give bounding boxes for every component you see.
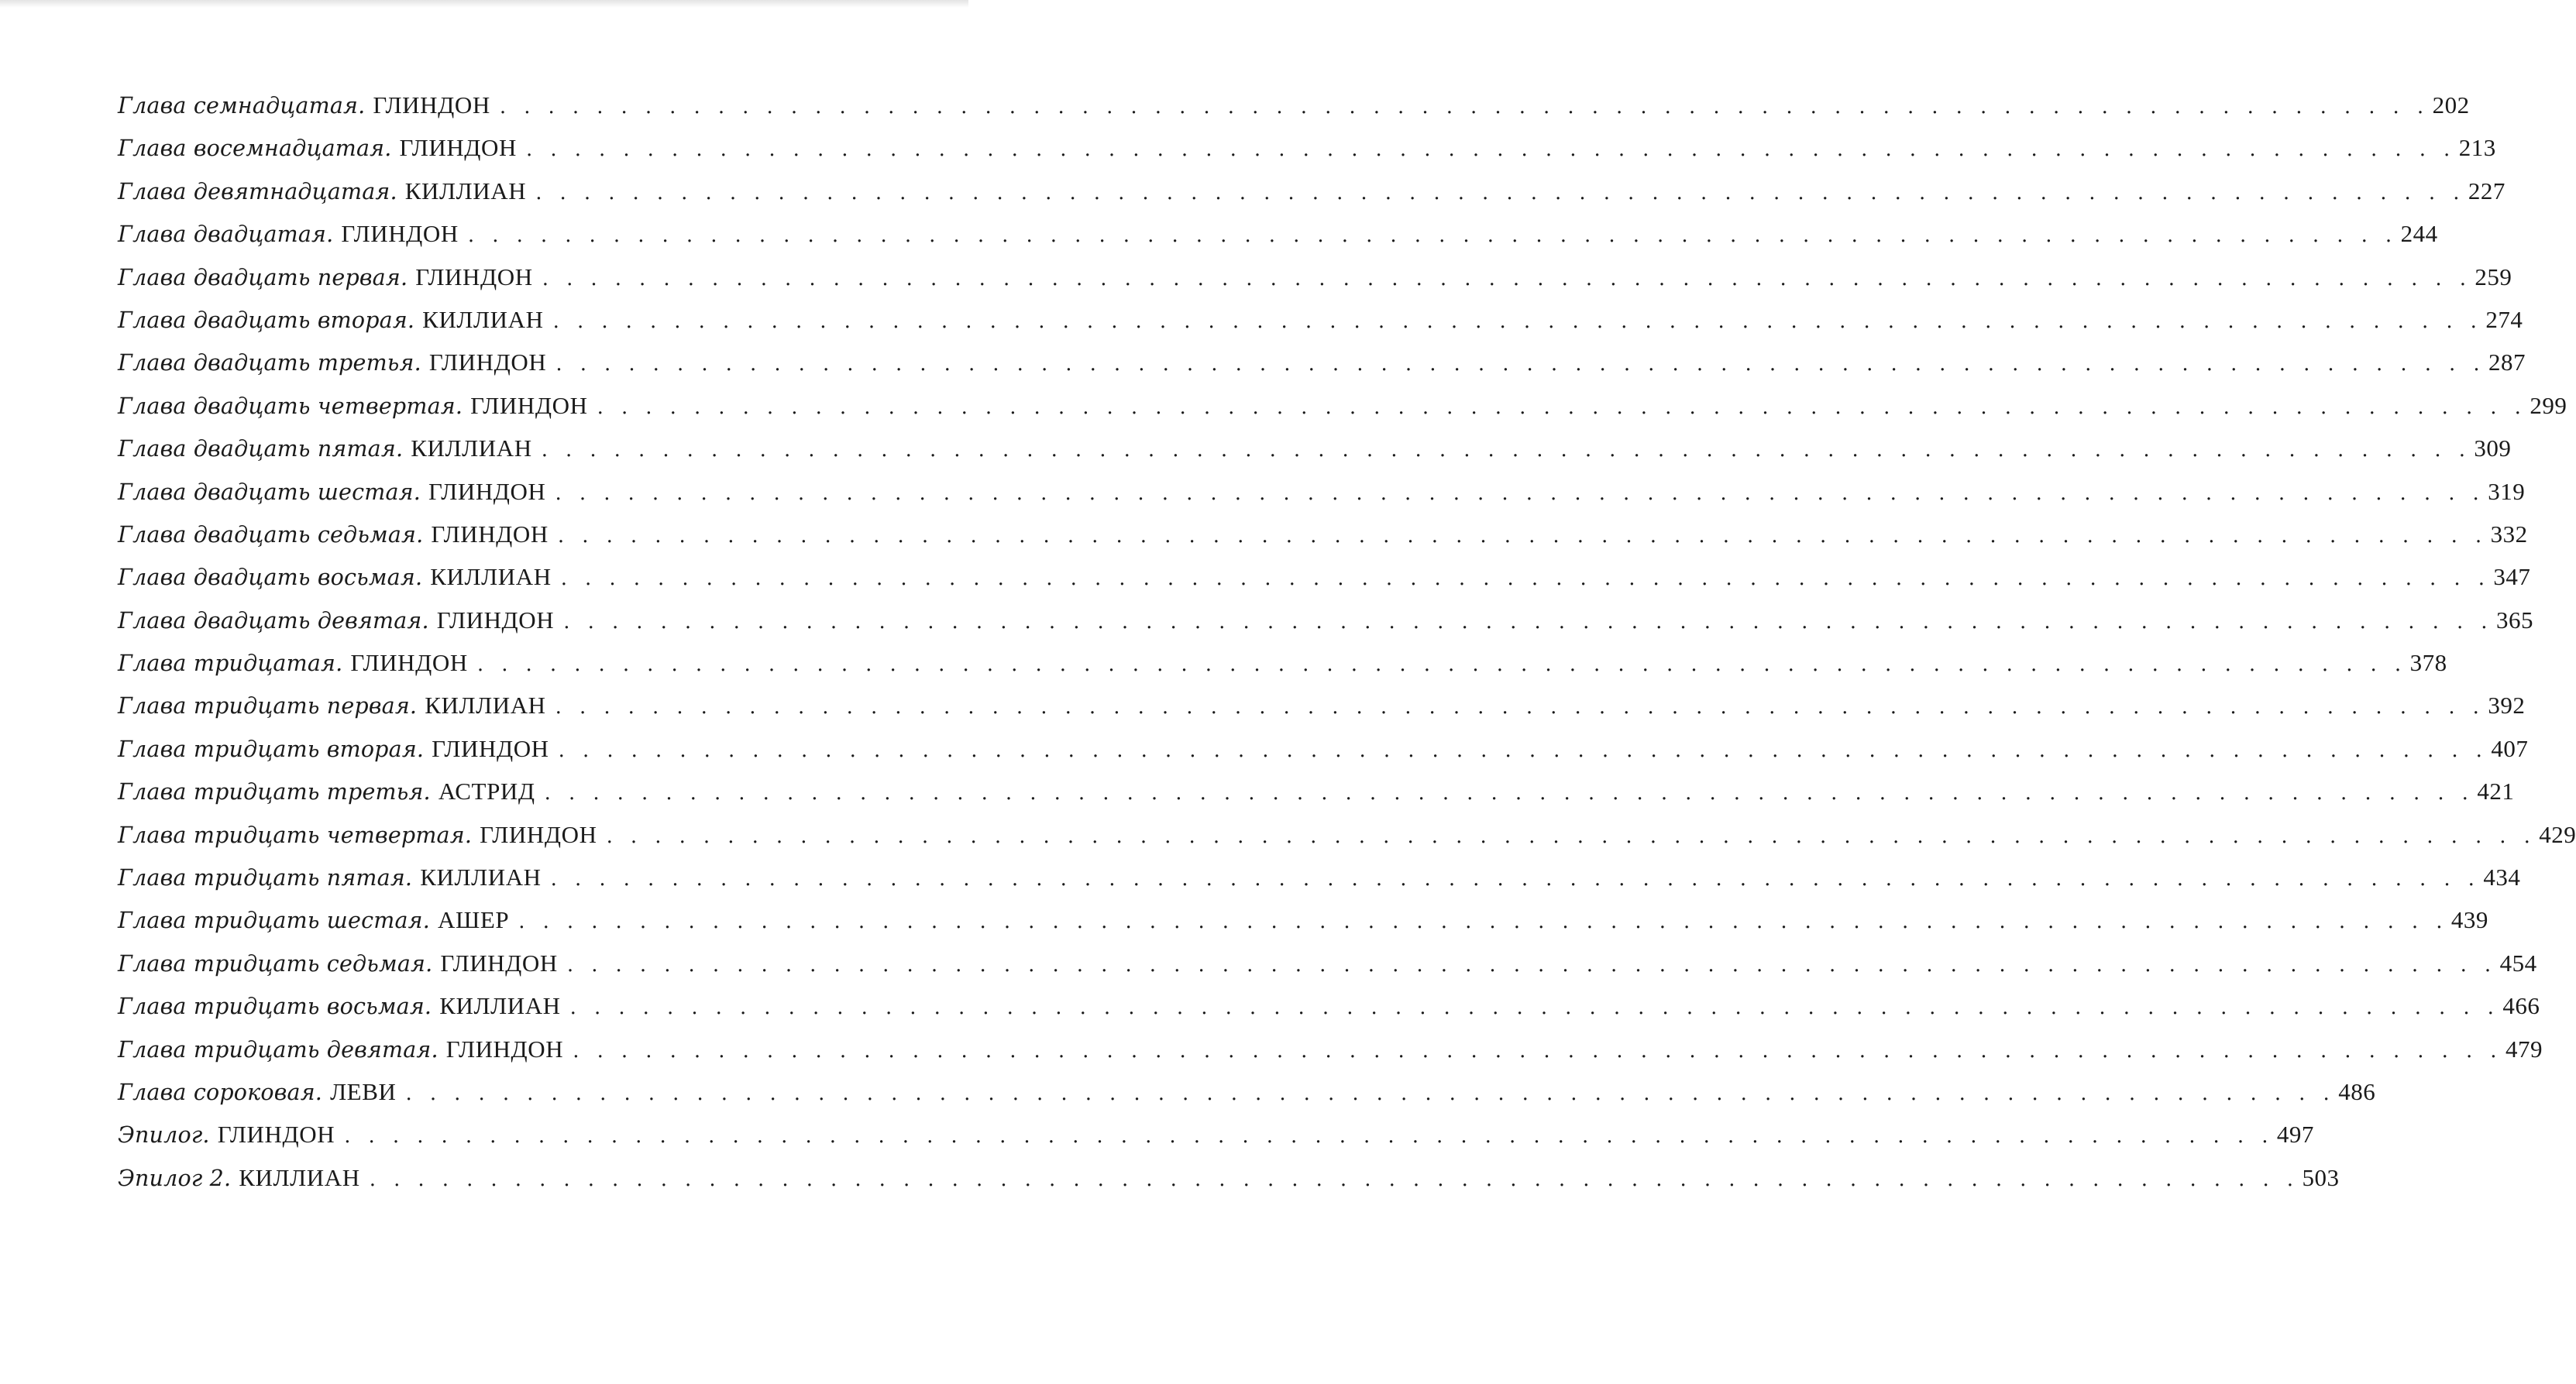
- page-number: 486: [2338, 1077, 2376, 1105]
- narrator-name: ГЛИНДОН: [373, 91, 490, 118]
- narrator-name: КИЛЛИАН: [425, 692, 546, 719]
- page-number: 439: [2450, 906, 2488, 934]
- dot-leader: . . . . . . . . . . . . . . . . . . . . . . . . . . . . . . . . . . . . . . . . . . . . . . . . . . . . . . . . . . . . . . . . . . . . . . . . . . . . . . . .: [405, 1081, 2336, 1105]
- dot-leader: . . . . . . . . . . . . . . . . . . . . . . . . . . . . . . . . . . . . . . . . . . . . . . . . . . . . . . . . . . . . . . . . . . . . . . . . . . . . . . . .: [555, 352, 2486, 376]
- toc-entry: [118, 305, 2523, 349]
- narrator-name: АШЕР: [437, 906, 510, 934]
- toc-entry: [118, 134, 2496, 177]
- toc-entry: [118, 220, 2438, 263]
- dot-leader: . . . . . . . . . . . . . . . . . . . . . . . . . . . . . . . . . . . . . . . . . . . . . . . . . . . . . . . . . . . . . . . . . . . . . . . . . . . . . . . .: [560, 567, 2491, 591]
- dot-leader: . . . . . . . . . . . . . . . . . . . . . . . . . . . . . . . . . . . . . . . . . . . . . . . . . . . . . . . . . . . . . . . . . . . . . . . . . . . . . . . .: [518, 910, 2448, 934]
- narrator-name: ГЛИНДОН: [217, 1121, 335, 1149]
- chapter-title: Глава тридцатая.: [118, 651, 343, 677]
- page-number: 497: [2276, 1121, 2314, 1149]
- chapter-title: Глава тридцать первая.: [118, 693, 418, 719]
- dot-leader: . . . . . . . . . . . . . . . . . . . . . . . . . . . . . . . . . . . . . . . . . . . . . . . . . . . . . . . . . . . . . . . . . . . . . . . . . . . . . . . .: [555, 481, 2485, 505]
- narrator-name: ГЛИНДОН: [415, 263, 533, 290]
- toc-entry: [118, 992, 2540, 1035]
- dot-leader: . . . . . . . . . . . . . . . . . . . . . . . . . . . . . . . . . . . . . . . . . . . . . . . . . . . . . . . . . . . . . . . . . . . . . . . . . . . . . . . .: [555, 695, 2485, 719]
- narrator-name: ГЛИНДОН: [432, 734, 549, 762]
- narrator-name: ГЛИНДОН: [440, 949, 558, 977]
- page-number: 434: [2483, 864, 2521, 891]
- chapter-title: Эпилог 2.: [118, 1165, 232, 1191]
- toc-entry: [118, 1077, 2376, 1121]
- chapter-title: Глава тридцать пятая.: [118, 865, 413, 891]
- toc-entry: [118, 820, 2576, 864]
- toc-entry: [118, 606, 2533, 649]
- page-number: 287: [2488, 349, 2526, 376]
- narrator-name: ГЛИНДОН: [436, 606, 555, 634]
- narrator-name: ГЛИНДОН: [428, 349, 547, 376]
- page-number: 365: [2495, 606, 2533, 634]
- toc-entry: [118, 434, 2512, 477]
- page-number: 466: [2502, 992, 2540, 1020]
- narrator-name: ГЛИНДОН: [480, 820, 597, 848]
- chapter-title: Глава семнадцатая.: [118, 93, 366, 118]
- dot-leader: . . . . . . . . . . . . . . . . . . . . . . . . . . . . . . . . . . . . . . . . . . . . . . . . . . . . . . . . . . . . . . . . . . . . . . . . . . . . . . . .: [535, 180, 2465, 204]
- dot-leader: . . . . . . . . . . . . . . . . . . . . . . . . . . . . . . . . . . . . . . . . . . . . . . . . . . . . . . . . . . . . . . . . . . . . . . . . . . . . . . . .: [563, 610, 2493, 634]
- narrator-name: ГЛИНДОН: [428, 477, 546, 505]
- page-number: 429: [2539, 820, 2576, 848]
- toc-entry: [118, 649, 2447, 692]
- page-number: 407: [2491, 734, 2529, 762]
- dot-leader: . . . . . . . . . . . . . . . . . . . . . . . . . . . . . . . . . . . . . . . . . . . . . . . . . . . . . . . . . . . . . . . . . . . . . . . . . . . . . . . .: [606, 824, 2536, 848]
- page-number: 309: [2474, 434, 2512, 462]
- dot-leader: . . . . . . . . . . . . . . . . . . . . . . . . . . . . . . . . . . . . . . . . . . . . . . . . . . . . . . . . . . . . . . . . . . . . . . . . . . . . . . . .: [573, 1039, 2502, 1063]
- page-number: 213: [2458, 134, 2496, 162]
- chapter-title: Глава тридцать восьмая.: [118, 994, 432, 1020]
- dot-leader: . . . . . . . . . . . . . . . . . . . . . . . . . . . . . . . . . . . . . . . . . . . . . . . . . . . . . . . . . . . . . . . . . . . . . . . . . . . . . . . .: [542, 266, 2472, 290]
- chapter-title: Глава двадцать седьмая.: [118, 521, 424, 548]
- narrator-name: ЛЕВИ: [330, 1077, 397, 1105]
- dot-leader: . . . . . . . . . . . . . . . . . . . . . . . . . . . . . . . . . . . . . . . . . . . . . . . . . . . . . . . . . . . . . . . . . . . . . . . . . . . . . . . .: [544, 781, 2475, 805]
- page-number: 319: [2488, 477, 2526, 505]
- page-number: 227: [2468, 177, 2505, 204]
- narrator-name: АСТРИД: [438, 778, 535, 805]
- page-number: 299: [2530, 391, 2567, 419]
- chapter-title: Глава двадцать пятая.: [118, 436, 404, 462]
- chapter-title: Глава тридцать седьмая.: [118, 950, 433, 977]
- narrator-name: КИЛЛИАН: [404, 177, 527, 204]
- narrator-name: КИЛЛИАН: [411, 434, 532, 462]
- page-number: 392: [2488, 692, 2526, 719]
- dot-leader: . . . . . . . . . . . . . . . . . . . . . . . . . . . . . . . . . . . . . . . . . . . . . . . . . . . . . . . . . . . . . . . . . . . . . . . . . . . . . . . .: [344, 1125, 2274, 1149]
- toc-entry: [118, 692, 2526, 734]
- page-number: 347: [2493, 563, 2531, 591]
- toc-entry: [118, 349, 2526, 391]
- page-number: 259: [2475, 263, 2512, 290]
- narrator-name: ГЛИНДОН: [445, 1035, 564, 1063]
- narrator-name: ГЛИНДОН: [470, 391, 588, 419]
- toc-entry: [118, 177, 2505, 220]
- narrator-name: ГЛИНДОН: [350, 649, 468, 677]
- toc-entry: [118, 563, 2531, 606]
- chapter-title: Глава девятнадцатая.: [118, 178, 397, 204]
- page-number: 274: [2485, 305, 2523, 333]
- chapter-title: Глава двадцать восьмая.: [118, 565, 423, 591]
- toc-entry: [118, 734, 2529, 778]
- dot-leader: . . . . . . . . . . . . . . . . . . . . . . . . . . . . . . . . . . . . . . . . . . . . . . . . . . . . . . . . . . . . . . . . . . . . . . . . . . . . . . . .: [550, 867, 2481, 891]
- toc-entry: [118, 263, 2512, 306]
- narrator-name: КИЛЛИАН: [239, 1163, 360, 1191]
- narrator-name: ГЛИНДОН: [341, 220, 459, 248]
- page-number: 244: [2400, 220, 2438, 248]
- dot-leader: . . . . . . . . . . . . . . . . . . . . . . . . . . . . . . . . . . . . . . . . . . . . . . . . . . . . . . . . . . . . . . . . . . . . . . . . . . . . . . . .: [558, 738, 2488, 762]
- chapter-title: Глава тридцать шестая.: [118, 908, 430, 934]
- chapter-title: Глава тридцать четвертая.: [118, 822, 473, 848]
- dot-leader: . . . . . . . . . . . . . . . . . . . . . . . . . . . . . . . . . . . . . . . . . . . . . . . . . . . . . . . . . . . . . . . . . . . . . . . . . . . . . . . .: [569, 996, 2500, 1020]
- toc-entry: [118, 520, 2528, 563]
- page-number: 503: [2302, 1163, 2340, 1191]
- chapter-title: Глава восемнадцатая.: [118, 136, 392, 162]
- dot-leader: . . . . . . . . . . . . . . . . . . . . . . . . . . . . . . . . . . . . . . . . . . . . . . . . . . . . . . . . . . . . . . . . . . . . . . . . . . . . . . . .: [467, 224, 2398, 248]
- page-number: 454: [2499, 949, 2537, 977]
- toc-entry: [118, 778, 2515, 820]
- page-number: 332: [2490, 520, 2528, 548]
- chapter-title: Глава тридцать девятая.: [118, 1036, 439, 1063]
- table-of-contents: [118, 91, 2576, 1207]
- toc-entry: [118, 949, 2537, 992]
- narrator-name: КИЛЛИАН: [422, 305, 544, 333]
- narrator-name: ГЛИНДОН: [399, 134, 518, 162]
- toc-entry: [118, 906, 2488, 949]
- narrator-name: КИЛЛИАН: [430, 563, 552, 591]
- narrator-name: ГЛИНДОН: [431, 520, 549, 548]
- chapter-title: Глава тридцать третья.: [118, 779, 431, 805]
- dot-leader: . . . . . . . . . . . . . . . . . . . . . . . . . . . . . . . . . . . . . . . . . . . . . . . . . . . . . . . . . . . . . . . . . . . . . . . . . . . . . . . .: [566, 953, 2497, 977]
- dot-leader: . . . . . . . . . . . . . . . . . . . . . . . . . . . . . . . . . . . . . . . . . . . . . . . . . . . . . . . . . . . . . . . . . . . . . . . . . . . . . . . .: [541, 438, 2471, 462]
- narrator-name: КИЛЛИАН: [420, 864, 542, 891]
- toc-entry: [118, 391, 2567, 434]
- page-number: 421: [2477, 778, 2515, 805]
- toc-entry: [118, 1163, 2340, 1207]
- chapter-title: Глава сороковая.: [118, 1079, 323, 1105]
- dot-leader: . . . . . . . . . . . . . . . . . . . . . . . . . . . . . . . . . . . . . . . . . . . . . . . . . . . . . . . . . . . . . . . . . . . . . . . . . . . . . . . .: [526, 138, 2456, 162]
- page-number: 479: [2505, 1035, 2543, 1063]
- toc-entry: [118, 864, 2521, 906]
- dot-leader: . . . . . . . . . . . . . . . . . . . . . . . . . . . . . . . . . . . . . . . . . . . . . . . . . . . . . . . . . . . . . . . . . . . . . . . . . . . . . . . .: [499, 95, 2430, 118]
- dot-leader: . . . . . . . . . . . . . . . . . . . . . . . . . . . . . . . . . . . . . . . . . . . . . . . . . . . . . . . . . . . . . . . . . . . . . . . . . . . . . . . .: [369, 1167, 2299, 1191]
- chapter-title: Глава двадцать шестая.: [118, 479, 421, 505]
- page-top-shadow: [0, 0, 968, 8]
- dot-leader: . . . . . . . . . . . . . . . . . . . . . . . . . . . . . . . . . . . . . . . . . . . . . . . . . . . . . . . . . . . . . . . . . . . . . . . . . . . . . . . .: [597, 395, 2527, 419]
- chapter-title: Глава двадцать третья.: [118, 350, 421, 376]
- chapter-title: Глава двадцать четвертая.: [118, 393, 463, 419]
- dot-leader: . . . . . . . . . . . . . . . . . . . . . . . . . . . . . . . . . . . . . . . . . . . . . . . . . . . . . . . . . . . . . . . . . . . . . . . . . . . . . . . .: [557, 524, 2488, 548]
- toc-entry: [118, 1121, 2314, 1163]
- toc-entry: [118, 477, 2526, 520]
- chapter-title: Глава двадцатая.: [118, 222, 334, 248]
- narrator-name: КИЛЛИАН: [439, 992, 561, 1020]
- chapter-title: Глава тридцать вторая.: [118, 736, 425, 762]
- dot-leader: . . . . . . . . . . . . . . . . . . . . . . . . . . . . . . . . . . . . . . . . . . . . . . . . . . . . . . . . . . . . . . . . . . . . . . . . . . . . . . . .: [552, 309, 2483, 333]
- chapter-title: Глава двадцать первая.: [118, 264, 408, 290]
- page-number: 378: [2409, 649, 2447, 677]
- toc-entry: [118, 1035, 2543, 1078]
- chapter-title: Глава двадцать девятая.: [118, 607, 429, 634]
- toc-entry: [118, 91, 2470, 134]
- chapter-title: Эпилог.: [118, 1122, 210, 1149]
- dot-leader: . . . . . . . . . . . . . . . . . . . . . . . . . . . . . . . . . . . . . . . . . . . . . . . . . . . . . . . . . . . . . . . . . . . . . . . . . . . . . . . .: [476, 653, 2407, 677]
- page-number: 202: [2432, 91, 2470, 118]
- chapter-title: Глава двадцать вторая.: [118, 307, 415, 333]
